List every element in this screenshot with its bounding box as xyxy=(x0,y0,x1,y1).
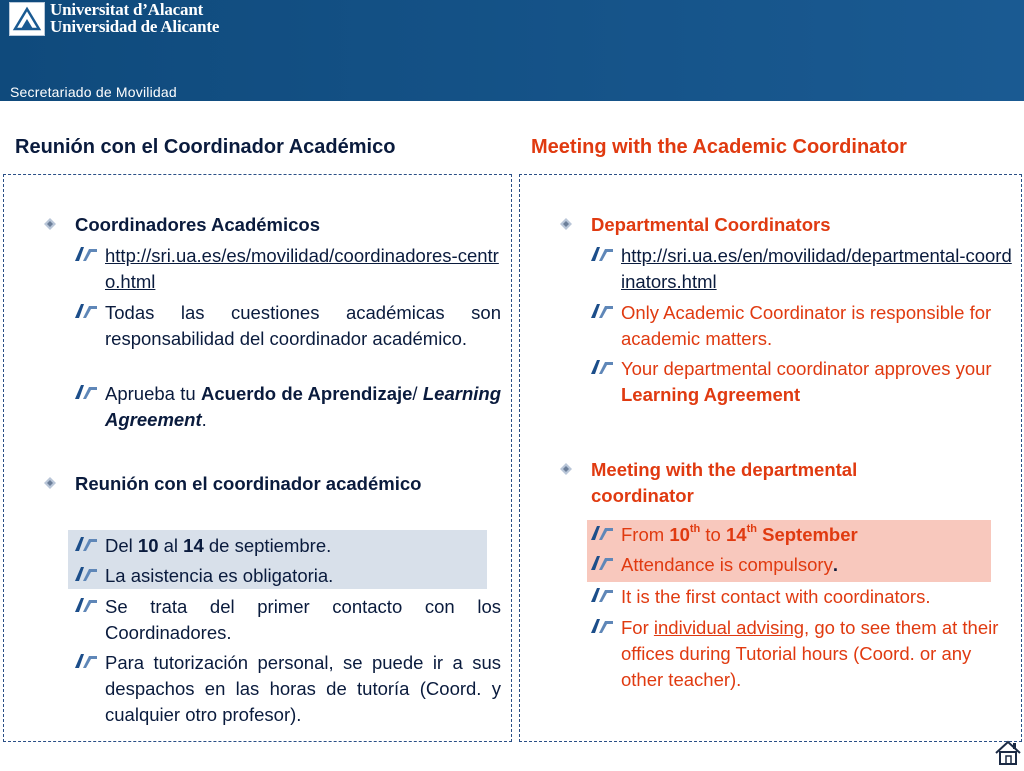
bullet-acuerdo: Aprueba tu Acuerdo de Aprendizaje/ Learning Agreement. xyxy=(105,381,501,433)
pen-bullet-icon xyxy=(75,385,97,399)
bullet-approves: Your departmental coordinator approves your Learning Agreement xyxy=(621,356,1013,408)
bullet-individual-advising: For individual advising, go to see them at their offices during Tutorial hours (Coord. or any other teacher). xyxy=(621,615,1017,693)
pen-bullet-icon xyxy=(591,556,613,570)
pen-bullet-icon xyxy=(75,247,97,261)
bullet-dates-en: From 10th to 14th September xyxy=(621,522,1013,548)
university-name-ca: Universitat d’Alacant xyxy=(50,0,204,19)
bullet-asistencia-es: La asistencia es obligatoria. xyxy=(105,563,501,589)
pen-bullet-icon xyxy=(591,304,613,318)
bullet-primer-contacto: Se trata del primer contacto con los Coordinadores. xyxy=(105,594,501,646)
pen-bullet-icon xyxy=(75,537,97,551)
pen-bullet-icon xyxy=(591,526,613,540)
pen-bullet-icon xyxy=(591,588,613,602)
title-english: Meeting with the Academic Coordinator xyxy=(531,136,907,158)
home-icon[interactable] xyxy=(994,740,1022,766)
heading-coordinadores: Coordinadores Académicos xyxy=(75,212,495,238)
pen-bullet-icon xyxy=(591,619,613,633)
heading-meeting: Meeting with the departmental coordinator xyxy=(591,457,921,509)
bullet-attendance-en: Attendance is compulsory. xyxy=(621,552,1013,578)
diamond-bullet-icon xyxy=(44,218,56,230)
title-spanish: Reunión con el Coordinador Académico xyxy=(15,136,396,158)
bullet-responsabilidad: Todas las cuestiones académicas son responsabilidad del coordinador académico. xyxy=(105,300,501,352)
header-banner xyxy=(0,0,1024,101)
diamond-bullet-icon xyxy=(560,463,572,475)
bullet-tutorizacion: Para tutorización personal, se puede ir a sus despachos en las horas de tutoría (Coord. y cualquier otro profesor). xyxy=(105,650,501,728)
pen-bullet-icon xyxy=(591,360,613,374)
university-logo-icon xyxy=(9,2,45,36)
heading-departmental: Departmental Coordinators xyxy=(591,212,1011,238)
pen-bullet-icon xyxy=(591,247,613,261)
pen-bullet-icon xyxy=(75,598,97,612)
link-departmental-coordinators[interactable]: http://sri.ua.es/en/movilidad/departmental-coordinators.html xyxy=(621,243,1013,295)
link-coordinadores-centro[interactable]: http://sri.ua.es/es/movilidad/coordinadores-centro.html xyxy=(105,243,501,295)
bullet-fechas-es: Del 10 al 14 de septiembre. xyxy=(105,533,501,559)
diamond-bullet-icon xyxy=(44,477,56,489)
bullet-responsible: Only Academic Coordinator is responsible for academic matters. xyxy=(621,300,1013,352)
heading-reunion: Reunión con el coordinador académico xyxy=(75,471,505,497)
pen-bullet-icon xyxy=(75,654,97,668)
university-name-es: Universidad de Alicante xyxy=(50,17,220,36)
diamond-bullet-icon xyxy=(560,218,572,230)
bullet-first-contact: It is the first contact with coordinators. xyxy=(621,584,1013,610)
pen-bullet-icon xyxy=(75,304,97,318)
pen-bullet-icon xyxy=(75,567,97,581)
department-name: Secretariado de Movilidad xyxy=(10,84,177,100)
